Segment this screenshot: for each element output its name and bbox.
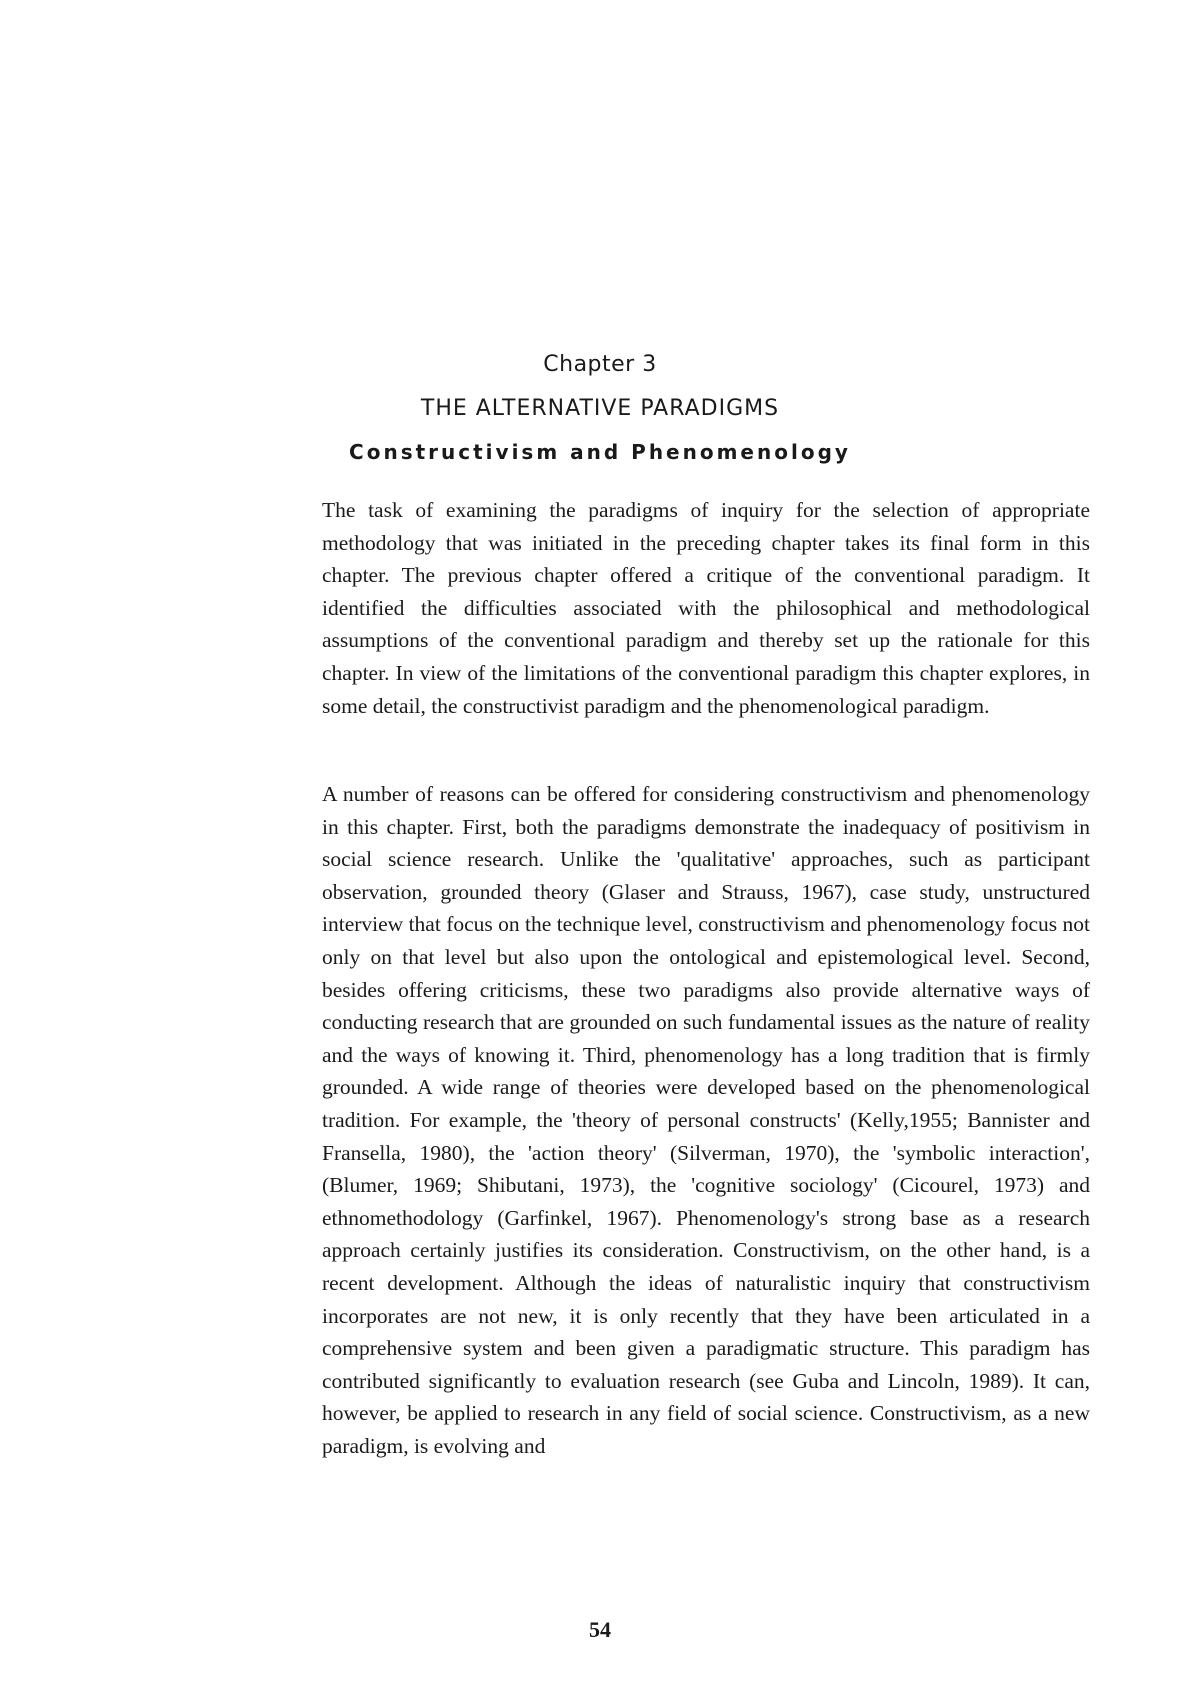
chapter-subtitle: Constructivism and Phenomenology [349,440,851,464]
body-paragraph-2: A number of reasons can be offered for considering constructivism and phenomenology in this chapter. First, both the paradigms demonstrate the inadequacy of positivism in social science research. Unlike the 'qualitative' approaches, such as participant observation, grounded theory (Glaser and Strauss, 1967), case study, unstructured interview that focus on the technique level, constructivism and phenomenology focus not only on that level but also upon the ontological and epistemological level. Second, besides offering criticisms, these two paradigms also provide alternative ways of conducting research that are grounded on such fundamental issues as the nature of reality and the ways of knowing it. Third, phenomenology has a long tradition that is firmly grounded. A wide range of theories were developed based on the phenomenological tradition. For example, the 'theory of personal constructs' (Kelly,1955; Bannister and Fransella, 1980), the 'action theory' (Silverman, 1970), the 'symbolic interaction', (Blumer, 1969; Shibutani, 1973), the 'cognitive sociology' (Cicourel, 1973) and ethnomethodology (Garfinkel, 1967). Phenomenology's strong base as a research approach certainly justifies its consideration. Constructivism, on the other hand, is a recent development. Although the ideas of naturalistic inquiry that constructivism incorporates are not new, it is only recently that they have been articulated in a comprehensive system and been given a paradigmatic structure. This paradigm has contributed significantly to evaluation research (see Guba and Lincoln, 1989). It can, however, be applied to research in any field of social science. Constructivism, as a new paradigm, is evolving and [322,782,1090,1458]
page-number: 54 [589,1617,611,1642]
chapter-title: THE ALTERNATIVE PARADIGMS [420,396,780,421]
body-paragraph-1: The task of examining the paradigms of inquiry for the selection of appropriate methodology that was initiated in the preceding chapter takes its final form in this chapter. The previous chapter offered a critique of the conventional paradigm. It identified the difficulties associated with the philosophical and methodological assumptions of the conventional paradigm and thereby set up the rationale for this chapter. In view of the limitations of the conventional paradigm this chapter explores, in some detail, the constructivist paradigm and the phenomenological paradigm. [322,498,1090,718]
chapter-label: Chapter 3 [543,352,657,377]
